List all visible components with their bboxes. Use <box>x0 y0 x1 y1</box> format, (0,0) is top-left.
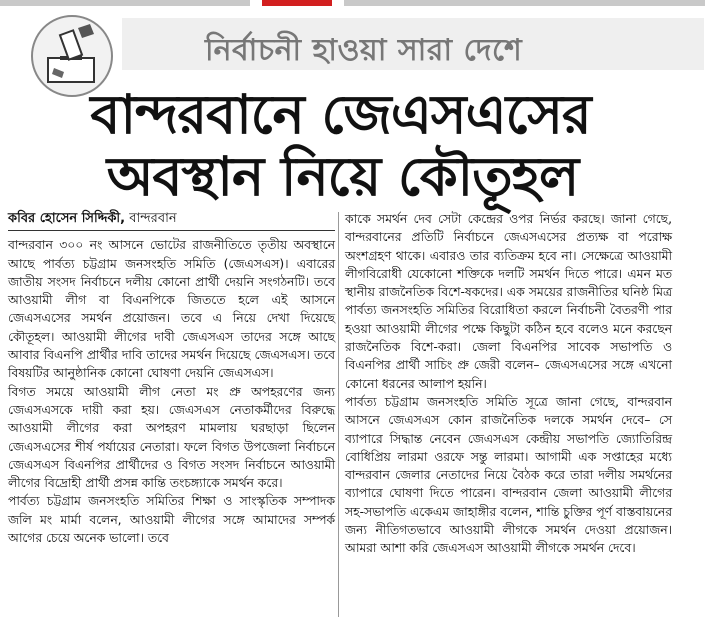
left-column <box>8 210 335 547</box>
byline-place: বান্দরবান <box>125 211 177 226</box>
right-paragraph-1: কাকে সমর্থন দেব সেটা কেন্দ্রের ওপর নির্ভর করছে। জানা গেছে, বান্দরবানের প্রতিটি নির্বাচনে জেএসএসের প্রত্যক্ষ বা পরোক্ষ অংশগ্রহণ থাকে। এবারও তার ব্যতিক্রম হবে না। সেক্ষেত্রে আওয়ামী লীগবিরোধী যেকোনো শক্তিকে দলটি সমর্থন দিতে পারে। এমন মত স্থানীয় রাজনৈতিক বিশে-ষকদের। এক সময়ের রাজনীতির ঘনিষ্ঠ মিত্র পার্বত্য জনসংহতি সমিতির বিরোধিতা করলে নির্বাচনী বৈতরণী পার হওয়া আওয়ামী লীগের পক্ষে কিছুটা কঠিন হবে বলেও মনে করছেন রাজনৈতিক বিশে-করা। জেলা বিএনপির সাবেক সভাপতি ও বিএনপির প্রার্থী সাচিং প্রু জেরী বলেন– জেএসএসের সঙ্গে এখনো কোনো ধরনের আলাপ হয়নি। <box>345 212 672 391</box>
left-paragraph-2: বিগত সময়ে আওয়ামী লীগ নেতা মং প্রু অপহরণের জন্য জেএসএসকে দায়ী করা হয়। জেএসএস নেতাকর্মীদের বিরুদ্ধে আওয়ামী লীগের করা অপহরণ মামলায় ঘরছাড়া ছিলেন জেএসএসের শীর্ষ পর্যায়ের নেতারা। ফলে বিগত উপজেলা নির্বাচনে জেএসএস বিএনপির প্রার্থীদের ও বিগত সংসদ নির্বাচনে আওয়ামী লীগের বিদ্রোহী প্রার্থী প্রসন্ন কান্তি তংচঙ্গ্যাকে সমর্থন করে। <box>8 384 335 491</box>
left-paragraph-3: পার্বত্য চট্টগ্রাম জনসংহতি সমিতির শিক্ষা ও সাংস্কৃতিক সম্পাদক জলি মং মার্মা বলেন, আওয়ামী লীগের সঙ্গে আমাদের সম্পর্ক আগের চেয়ে অনেক ভালো। তবে <box>8 494 335 546</box>
left-paragraph-1: বান্দরবান ৩০০ নং আসনে ভোটের রাজনীতিতে তৃতীয় অবস্থানে আছে পার্বত্য চট্টগ্রাম জনসংহতি সমিতি (জেএসএস)। এবারের জাতীয় সংসদ নির্বাচনে দলীয় কোনো প্রার্থী দেয়নি সংগঠনটি। তবে আওয়ামী লীগ বা বিএনপিকে জিততে হলে এই আসনে জেএসএসের সমর্থন প্রয়োজন। তবে এ নিয়ে দেখা দিয়েছে কৌতূহল। আওয়ামী লীগের দাবী জেএসএস তাদের সঙ্গে আছে আবার বিএনপি প্রার্থীর দাবি তাদের সমর্থন দিয়েছে জেএসএস। তবে বিষয়টির আনুষ্ঠানিক কোনো ঘোষণা দেয়নি জেএসএস। <box>8 238 335 381</box>
headline-line-1: বান্দরবানে জেএসএসের <box>90 83 591 146</box>
headline-line-2: অবস্থান নিয়ে কৌতূহল <box>106 145 579 208</box>
byline-rule <box>8 230 335 231</box>
byline <box>8 210 335 228</box>
right-paragraph-2: পার্বত্য চট্টগ্রাম জনসংহতি সমিতি সূত্রে জানা গেছে, বান্দরবান আসনে জেএসএস কোন রাজনৈতিক দলকে সমর্থন দেবে– সে ব্যাপারে সিদ্ধান্ত নেবেন জেএসএস কেন্দ্রীয় সভাপতি জ্যোতিরিন্দ্র বোধিপ্রিয় লারমা ওরফে সন্তু লারমা। আগামী এক সপ্তাহের মধ্যে বান্দরবান জেলার নেতাদের নিয়ে বৈঠক করে তারা দলীয় সমর্থনের ব্যাপারে ঘোষণা দিতে পারেন। বান্দরবান জেলা আওয়ামী লীগের সহ-সভাপতি একেএম জাহাঙ্গীর বলেন, শান্তি চুক্তির পূর্ণ বাস্তবায়নের জন্য নীতিগতভাবে আওয়ামী লীগকে সমর্থন দেওয়া প্রয়োজন। আমরা আশা করি জেএসএস আওয়ামী লীগকে সমর্থন দেবে। <box>345 394 672 556</box>
column-divider <box>338 212 339 617</box>
right-column <box>345 210 672 558</box>
top-color-bar <box>0 0 705 6</box>
section-kicker: নির্বাচনী হাওয়া সারা দেশে <box>205 33 523 68</box>
byline-author: কবির হোসেন সিদ্দিকী, <box>8 211 126 226</box>
